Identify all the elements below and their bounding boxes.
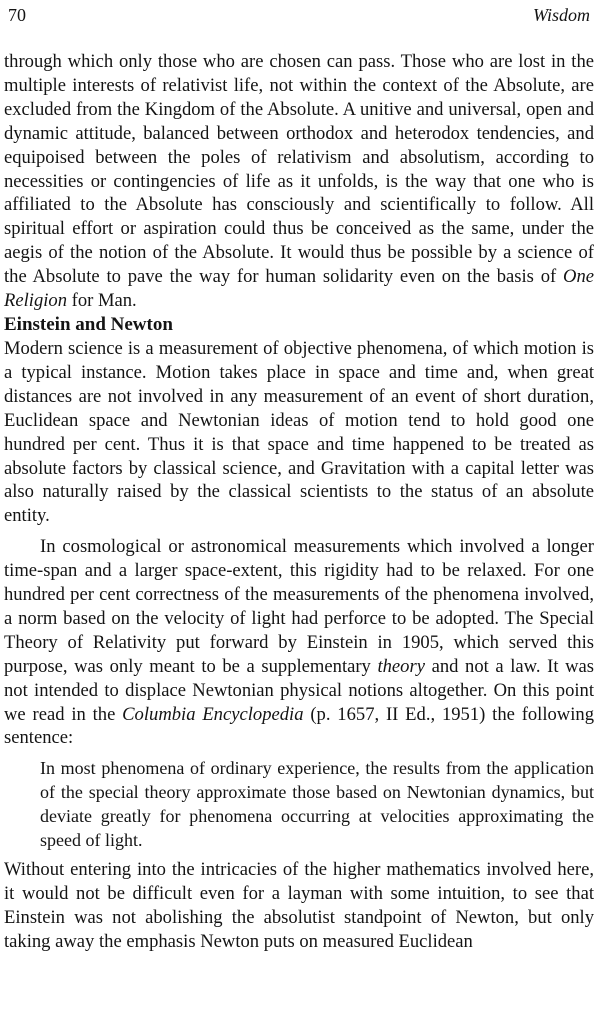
block-quote: In most phenomena of ordinary experience, the results from the application of the special theory approximate those based on Newtonian dynamics, but deviate greatly for phenomena occurring at velocities approximating the speed of light.: [40, 758, 594, 851]
paragraph: Modern science is a measurement of objective phenomena, of which motion is a typical instance. Motion takes place in space and time and, when great distances are not involved in any measurement of an event of short duration, Euclidean space and Newtonian ideas of motion tend to hold good one hundred per cent. Thus it is that space and time happened to be treated as absolute factors by classical science, and Gravitation with a capital letter was also naturally raised by the classical scientists to the status of an absolute entity.: [4, 337, 594, 527]
paragraph-text: (p. 1657, II Ed., 1951) the following sentence:: [4, 703, 594, 749]
section-heading: Einstein and Newton: [4, 313, 173, 335]
italic-word: theory: [377, 655, 425, 677]
page-number: 70: [8, 5, 26, 25]
italic-title: Columbia Encyclopedia: [122, 703, 304, 725]
paragraph-continued: [4, 50, 594, 313]
paragraph-text: and not a law. It was not intended to displace Newtonian physical notions altogether. On this point we read in the: [4, 655, 595, 725]
paragraph: Without entering into the intricacies of the higher mathematics involved here, it would not be difficult even for a layman with some intuition, to see that Einstein was not abolishing the absolutist standpoint of Newton, but only taking away the emphasis Newton puts on measured Euclidean: [4, 859, 594, 953]
paragraph-text: through which only those who are chosen can pass. Those who are lost in the multiple interests of relativist life, not within the context of the Absolute, are excluded from the Kingdom of the Absolute. A unitive and universal, open and dynamic attitude, balanced between orthodox and heterodox tendencies, and equipoised between the poles of relativism and absolutism, according to necessities or contingencies of life as it unfolds, is the way that one who is affiliated to the Absolute has consciously and scientifically to follow. All spiritual effort or aspiration could thus be conceived as the same, under the aegis of the notion of the Absolute. It would thus be possible by a science of the Absolute to pave the way for human solidarity even on the basis of: [4, 51, 594, 288]
running-title: Wisdom: [532, 5, 590, 25]
paragraph: [4, 535, 594, 750]
italic-title: One Religion: [4, 266, 594, 312]
running-head: [4, 0, 596, 30]
body-text: [4, 50, 594, 954]
paragraph-text: for Man.: [67, 290, 137, 312]
paragraph-text: In cosmological or astronomical measurements which involved a longer time-span and a larger space-extent, this rigidity had to be relaxed. For one hundred per cent correctness of the measurements of the phenomena involved, a norm based on the velocity of light had perforce to be adopted. The Special Theory of Relativity put forward by Einstein in 1905, which served this purpose, was only meant to be a supplementary: [4, 536, 594, 677]
